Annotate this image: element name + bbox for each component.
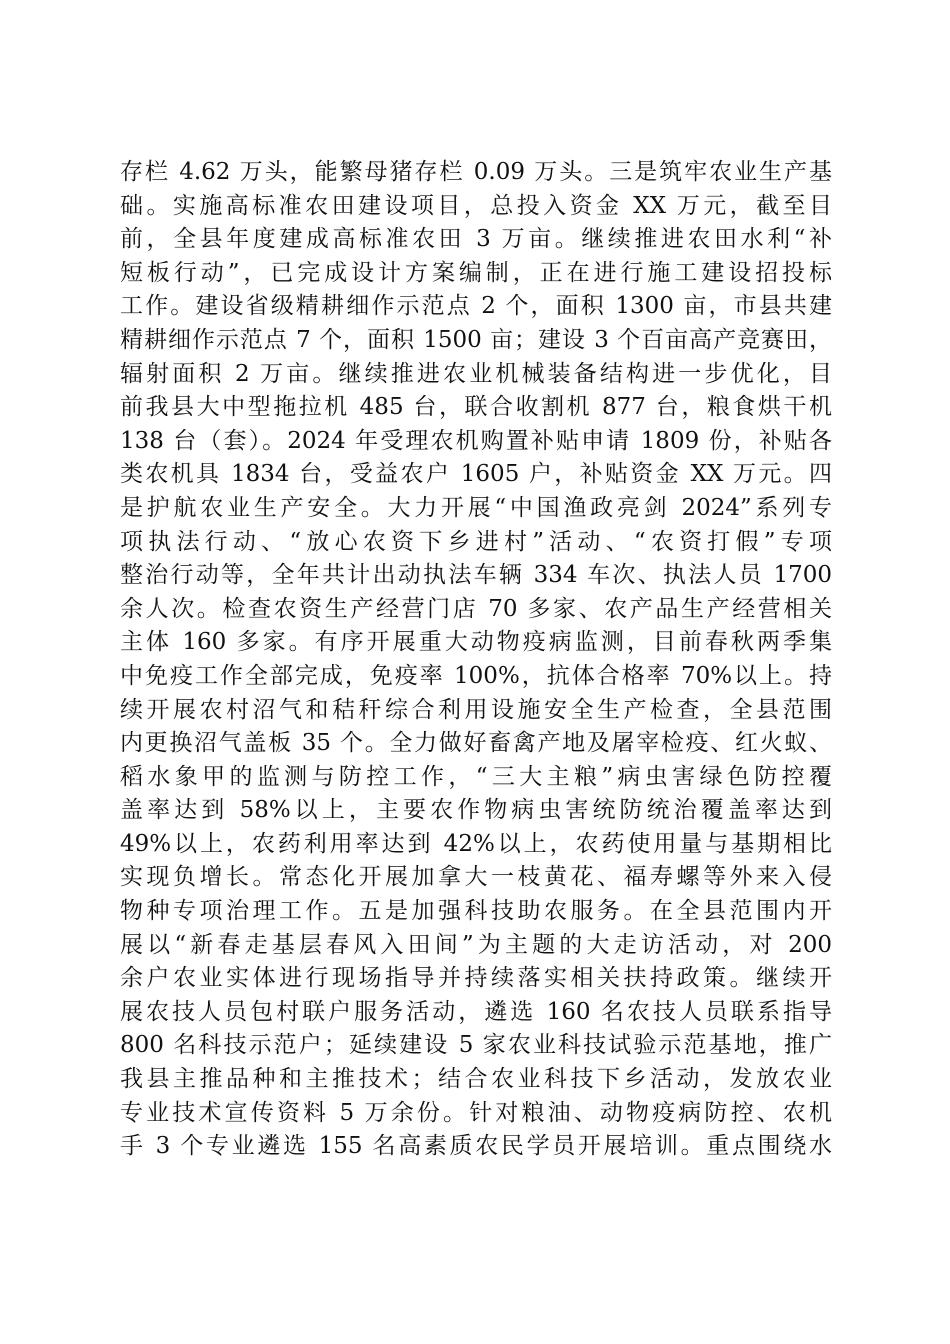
text-line: 800 名科技示范户；延续建设 5 家农业科技试验示范基地，推广 [120,1032,832,1059]
text-line: 工作。建设省级精耕细作示范点 2 个，面积 1300 亩，市县共建 [120,293,832,320]
text-line: 盖率达到 58%以上，主要农作物病虫害统防统治覆盖率达到 [120,797,832,824]
text-line: 专业技术宣传资料 5 万余份。针对粮油、动物疫病防控、农机 [120,1099,832,1126]
text-line: 稻水象甲的监测与防控工作，“三大主粮”病虫害绿色防控覆 [120,763,832,790]
text-line: 内更换沼气盖板 35 个。全力做好畜禽产地及屠宰检疫、红火蚁、 [120,730,832,757]
text-line: 存栏 4.62 万头，能繁母猪存栏 0.09 万头。三是筑牢农业生产基 [120,159,832,185]
text-line: 辐射面积 2 万亩。继续推进农业机械装备结构进一步优化，目 [120,360,832,387]
text-line: 我县主推品种和主推技术；结合农业科技下乡活动，发放农业 [120,1066,832,1093]
text-line: 主体 160 多家。有序开展重大动物疫病监测，目前春秋两季集 [120,629,832,656]
text-line: 精耕细作示范点 7 个，面积 1500 亩；建设 3 个百亩高产竞赛田， [120,326,832,353]
text-line: 中免疫工作全部完成，免疫率 100%，抗体合格率 70%以上。持 [120,662,832,689]
body-paragraph [120,156,832,1164]
text-line: 实现负增长。常态化开展加拿大一枝黄花、福寿螺等外来入侵 [120,864,832,891]
text-line: 是护航农业生产安全。大力开展“中国渔政亮剑 2024”系列专 [120,494,832,521]
text-line: 手 3 个专业遴选 155 名高素质农民学员开展培训。重点围绕水 [120,1133,832,1160]
text-line: 余户农业实体进行现场指导并持续落实相关扶持政策。继续开 [120,965,832,992]
text-line: 49%以上，农药利用率达到 42%以上，农药使用量与基期相比 [120,830,832,857]
text-line: 138 台（套）。2024 年受理农机购置补贴申请 1809 份，补贴各 [120,427,832,454]
text-line: 展以“新春走基层春风入田间”为主题的大走访活动，对 200 [120,931,832,958]
text-line: 短板行动”，已完成设计方案编制，正在进行施工建设招投标 [120,259,832,286]
text-line: 项执法行动、“放心农资下乡进村”活动、“农资打假”专项 [120,528,832,555]
text-line: 类农机具 1834 台，受益农户 1605 户，补贴资金 XX 万元。四 [120,461,832,488]
text-line: 展农技人员包村联户服务活动，遴选 160 名农技人员联系指导 [120,998,832,1025]
text-line: 整治行动等，全年共计出动执法车辆 334 车次、执法人员 1700 [120,562,832,589]
text-line: 续开展农村沼气和秸秆综合利用设施安全生产检查，全县范围 [120,696,832,723]
text-line: 物种专项治理工作。五是加强科技助农服务。在全县范围内开 [120,898,832,925]
text-line: 前我县大中型拖拉机 485 台，联合收割机 877 台，粮食烘干机 [120,394,832,421]
text-line: 余人次。检查农资生产经营门店 70 多家、农产品生产经营相关 [120,595,832,622]
text-line: 础。实施高标准农田建设项目，总投入资金 XX 万元，截至目 [120,192,832,219]
text-line: 前，全县年度建成高标准农田 3 万亩。继续推进农田水利“补 [120,226,832,253]
